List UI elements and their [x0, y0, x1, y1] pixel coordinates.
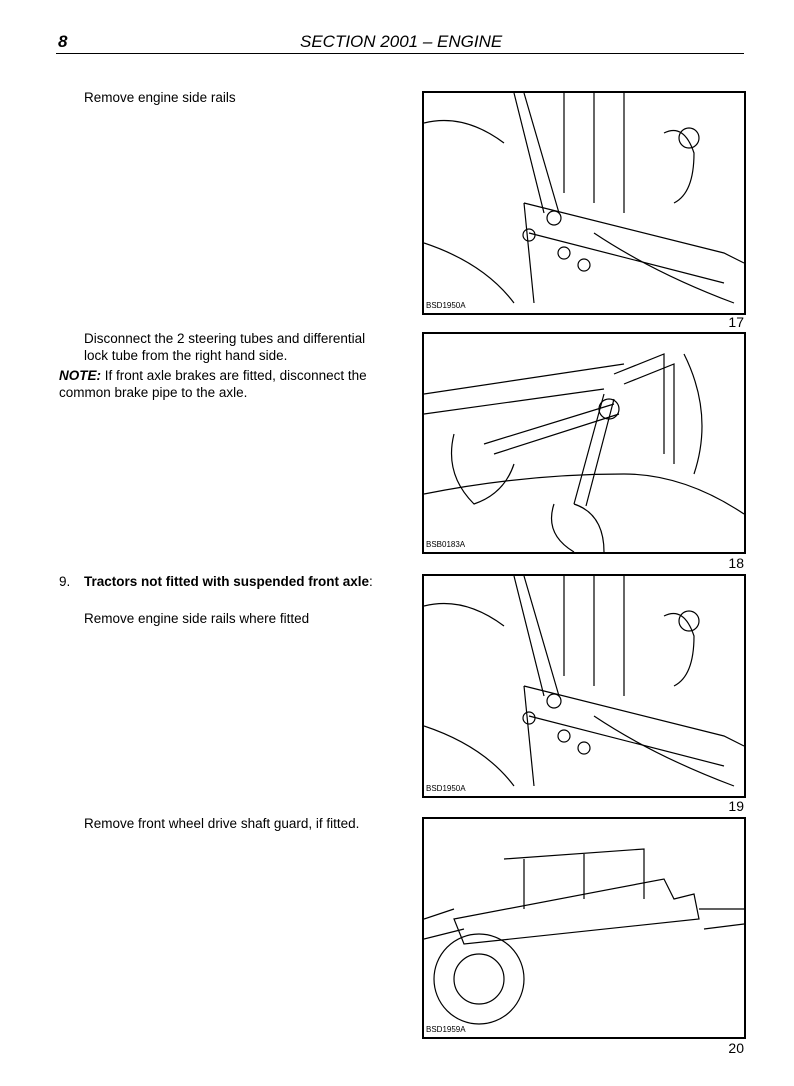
step-number: 9. — [59, 574, 71, 589]
note-label: NOTE: — [59, 368, 101, 383]
step-suffix: : — [369, 574, 373, 589]
header-rule — [56, 53, 744, 54]
figure-drive-shaft-guard — [422, 817, 746, 1039]
figure-number: 19 — [728, 798, 744, 814]
step-text: Disconnect the 2 steering tubes and differential lock tube from the right hand side. — [84, 331, 366, 363]
figure-code: BSD1950A — [426, 301, 466, 310]
figure-engine-side-rail — [422, 91, 746, 315]
step-heading — [84, 573, 382, 590]
section-title: SECTION 2001 – ENGINE — [300, 32, 503, 51]
step-bold-text: Tractors not fitted with suspended front axle — [84, 574, 370, 589]
figure-number: 20 — [728, 1040, 744, 1056]
step-text: Remove engine side rails where fitted — [84, 611, 310, 626]
figure-code: BSD1959A — [426, 1025, 466, 1034]
figure-steering-tubes — [422, 332, 746, 554]
step-text: Remove front wheel drive shaft guard, if fitted. — [84, 816, 360, 831]
step-text: Remove engine side rails — [84, 90, 236, 105]
page-number: 8 — [58, 32, 68, 51]
figure-code: BSD1950A — [426, 784, 466, 793]
figure-number: 18 — [728, 555, 744, 571]
figure-number: 17 — [728, 314, 744, 330]
note — [59, 367, 384, 401]
figure-code: BSB0183A — [426, 540, 466, 549]
figure-engine-side-rail-where-fitted — [422, 574, 746, 798]
note-text: If front axle brakes are fitted, disconnect the common brake pipe to the axle. — [59, 368, 367, 400]
